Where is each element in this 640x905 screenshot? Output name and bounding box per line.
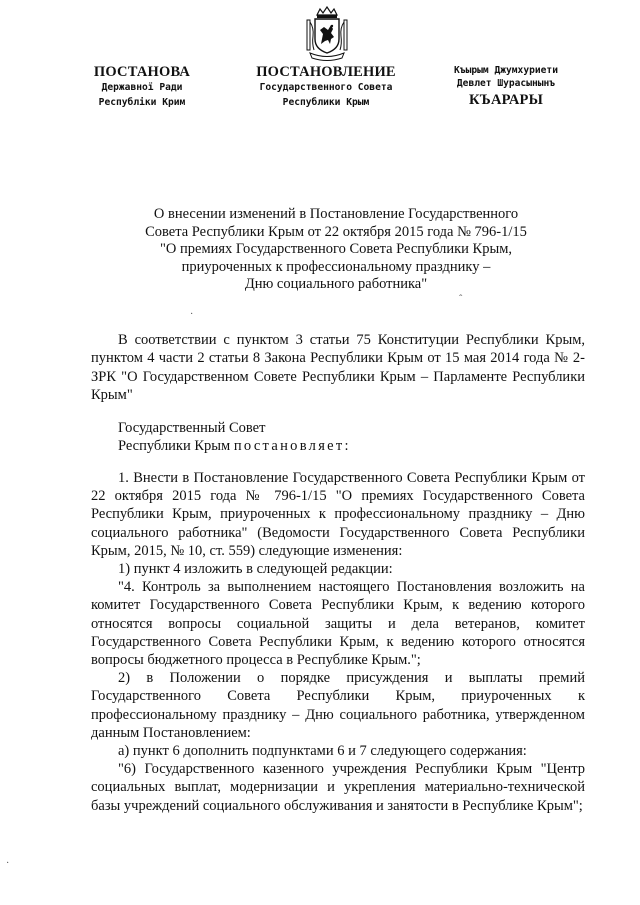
header-crh-title: КЪАРАРЫ <box>468 92 544 108</box>
title-line: О внесении изменений в Постановление Государственного <box>153 206 519 222</box>
header-ru-title: ПОСТАНОВЛЕНИЕ <box>256 64 396 80</box>
item-1-1: 1) пункт 4 изложить в следующей редакции: <box>118 561 393 578</box>
header-ru-line1: Государственного Совета <box>259 82 393 93</box>
header-ua-line1: Державної Ради <box>101 82 183 93</box>
resolution-body <box>91 469 585 815</box>
item-1-1-text: "4. Контроль за выполнением настоящего Постановления возложить на комитет Государственного Совета Республики Крым, к ведению которого относятся вопросы социальной защиты и дела ветеранов, комитет Государственного Совета Республики Крым, к ведению которого относятся вопросы бюджетного процесса в Республике Крым."; <box>91 579 585 669</box>
scan-mark: ˆ <box>459 294 463 305</box>
item-1-2: 2) в Положении о порядке присуждения и выплаты премий Государственного Совета Республики Крым, приуроченных к профессиональному празднику – Дню социального работника, утвержденном данным Постановлением: <box>91 670 585 741</box>
header-crh-line1: Къырым Джумхуриети <box>454 65 558 76</box>
header-ua <box>72 64 212 110</box>
header-ua-line2: Республіки Крим <box>98 97 186 108</box>
title-line: Дню социального работника" <box>244 276 428 293</box>
intro-paragraph: В соответствии с пунктом 3 статьи 75 Конституции Республики Крым, пунктом 4 части 2 статьи 8 Закона Республики Крым от 15 мая 2014 года № 2-ЗРК "О Государственном Совете Республики Крым – Парламенте Республики Крым" <box>91 332 585 404</box>
item-1: 1. Внести в Постановление Государственного Совета Республики Крым от 22 октября 2015 года № 796-1/15 "О премиях Государственного Совета Республики Крым, приуроченных к профессиональному празднику – Дню социального работника" (Ведомости Государственного Совета Республики Крым, 2015, № 10, ст. 559) следующие изменения: <box>91 470 585 559</box>
header-crh <box>432 64 580 108</box>
council-line <box>118 437 585 455</box>
header-ua-title: ПОСТАНОВА <box>93 64 191 80</box>
scan-mark: · <box>6 858 10 869</box>
council-line: Государственный Совет <box>118 420 266 436</box>
header-ru-line2: Республики Крым <box>282 97 370 108</box>
council-resolves: постановляет: <box>233 438 351 454</box>
item-1-2-a: а) пункт 6 дополнить подпунктами 6 и 7 следующего содержания: <box>118 743 527 760</box>
title-line: Совета Республики Крым от 22 октября 2015 года № 796-1/15 <box>145 223 527 240</box>
crimea-coat-of-arms-icon <box>304 6 350 62</box>
title-line: приуроченных к профессиональному празднику – <box>181 258 491 275</box>
council-statement <box>91 419 585 455</box>
document-title <box>118 206 554 294</box>
scan-mark: · <box>190 309 194 320</box>
item-1-2-a-text: "6) Государственного казенного учреждения Республики Крым "Центр социальных выплат, модернизации и укрепления материально-технической базы учреждений социального обслуживания и занятости в Республике Крым"; <box>91 761 585 814</box>
title-line: "О премиях Государственного Совета Республики Крым, <box>159 241 513 258</box>
council-prefix: Республики Крым <box>118 438 234 454</box>
header-ru <box>240 64 412 110</box>
header-crh-line2: Девлет Шурасынынъ <box>456 78 556 89</box>
